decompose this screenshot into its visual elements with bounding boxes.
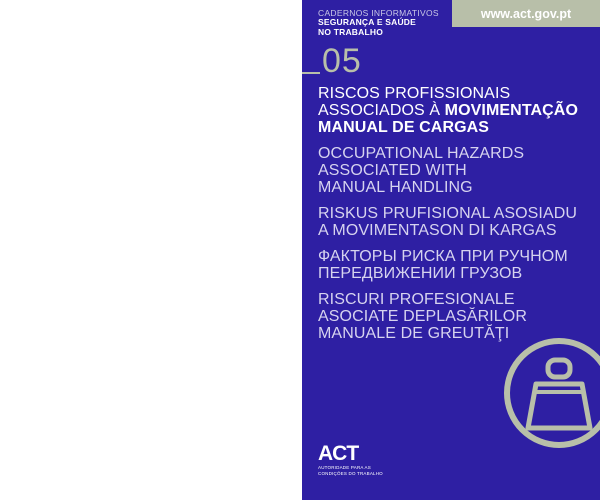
issue-number-rule (302, 72, 320, 74)
title-ro-line: ASOCIATE DEPLASĂRILOR (318, 308, 527, 325)
website-link[interactable]: www.act.gov.pt (452, 0, 600, 27)
titles (318, 85, 588, 351)
act-logo (318, 443, 383, 476)
title-tet-line: A MOVIMENTASON DI KARGAS (318, 222, 557, 239)
title-pt-line3: MANUAL DE CARGAS (318, 119, 490, 136)
title-en-line: ASSOCIATED WITH (318, 162, 467, 179)
title-tetum (318, 205, 588, 239)
title-ru-line: ПЕРЕДВИЖЕНИИ ГРУЗОВ (318, 265, 523, 282)
title-tet-line: RISKUS PRUFISIONAL ASOSIADU (318, 205, 578, 222)
title-portuguese (318, 85, 588, 136)
issue-number: 05 (322, 42, 362, 80)
weight-icon (500, 334, 600, 452)
logo-caption-line2: CONDIÇÕES DO TRABALHO (318, 471, 383, 476)
series-title-line2: NO TRABALHO (318, 26, 383, 37)
title-ro-line: RISCURI PROFESIONALE (318, 291, 515, 308)
title-pt-line2 (318, 102, 588, 119)
title-pt-line1: RISCOS PROFISSIONAIS (318, 85, 511, 102)
series-label: CADERNOS INFORMATIVOS (318, 8, 439, 18)
title-russian (318, 248, 588, 282)
series-heading (318, 9, 439, 37)
title-ru-line: ФАКТОРЫ РИСКА ПРИ РУЧНОМ (318, 248, 568, 265)
series-title-line1: SEGURANÇA E SAÚDE (318, 17, 417, 28)
title-pt-line2-normal: ASSOCIADOS À (318, 102, 445, 119)
title-en-line: MANUAL HANDLING (318, 179, 473, 196)
cover-page (302, 0, 600, 500)
title-pt-line2-bold: MOVIMENTAÇÃO (444, 102, 579, 119)
title-en-line: OCCUPATIONAL HAZARDS (318, 145, 525, 162)
logo-mark: ACT (318, 442, 359, 465)
title-english (318, 145, 588, 196)
title-ro-line: MANUALE DE GREUTĂŢI (318, 325, 510, 342)
logo-caption-line1: AUTORIDADE PARA AS (318, 465, 371, 470)
